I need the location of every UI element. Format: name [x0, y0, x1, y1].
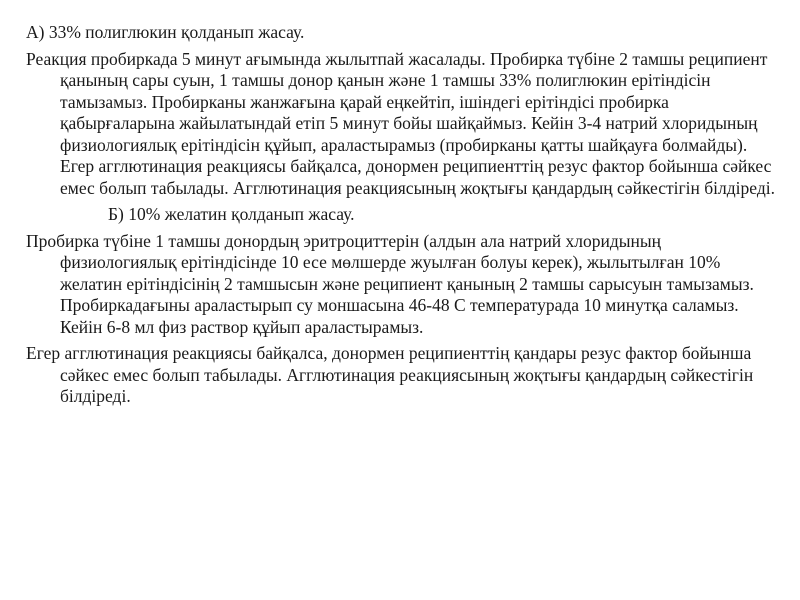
method-a-heading: А) 33% полиглюкин қолданып жасау. [26, 22, 305, 42]
method-b-description: Пробирка түбіне 1 тамшы донордың эритроциттерін (алдын ала натрий хлоридының физиологиялық ерітіндісінде 10 есе мөлшерде жуылған болуы керек), жылытылған 10% желатин ерітіндісінің 2 тамшысын және реципиент қанының 2 тамшы сарысуын тамызамыз. Пробиркадағыны араластырып су моншасына 46-48 С температурада 10 минутқа саламыз. Кейін 6-8 мл физ раствор құйып араластырамыз. [26, 230, 754, 337]
method-a-description: Реакция пробиркада 5 минут ағымында жылытпай жасалады. Пробирка түбіне 2 тамшы реципиент қанының сары суын, 1 тамшы донор қанын және 1 тамшы 33% полиглюкин ерітіндісін тамызамыз. Пробирканы жанжағына қарай еңкейтіп, ішіндегі ерітіндісі пробирка қабырғаларына жайылатындай етіп 5 минут бойы шайқаймыз. Кейін 3-4 натрий хлоридының физиологиялық ерітіндісін құйып, араластырамыз (пробирканы қатты шайқауға болмайды). Егер агглютинация реакциясы байқалса, донормен реципиенттің резус фактор бойынша сәйкес емес болып табылады. Агглютинация реакциясының жоқтығы қандардың сәйкестігін білдіреді. [26, 48, 775, 198]
method-b-heading: Б) 10% желатин қолданып жасау. [108, 204, 355, 224]
method-b-conclusion: Егер агглютинация реакциясы байқалса, донормен реципиенттің қандары резус фактор бойынша сәйкес емес болып табылады. Агглютинация реакциясының жоқтығы қандардың сәйкестігін білдіреді. [26, 343, 754, 406]
slide-text-body [26, 22, 778, 408]
